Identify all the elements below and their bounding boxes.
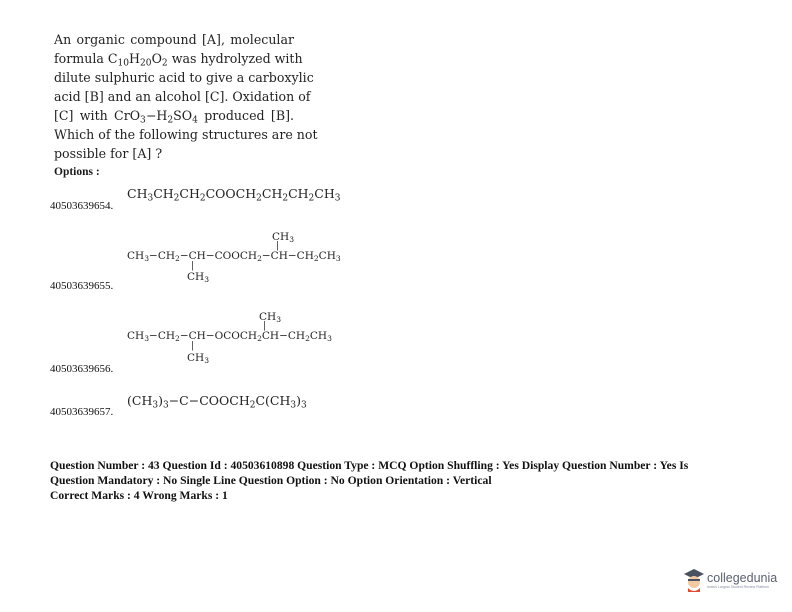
bond-vertical: | xyxy=(191,341,195,351)
option-formula: $(CH_3)_3-C-COOCH_2C(CH_3)_3$ xyxy=(127,393,307,411)
question-line: acid [B] and an alcohol [C]. Oxidation of xyxy=(54,89,311,104)
meta-line: Correct Marks : 4 Wrong Marks : 1 xyxy=(50,489,228,502)
question-metadata xyxy=(50,458,750,503)
meta-line: Question Mandatory : No Single Line Question Option : No Option Orientation : Vertical xyxy=(50,474,492,487)
collegedunia-logo xyxy=(683,566,789,594)
question-line: possible for [A] ? xyxy=(54,146,163,161)
question-line: dilute sulphuric acid to give a carboxylic xyxy=(54,70,314,85)
options-label: Options : xyxy=(54,166,100,178)
logo-name: collegedunia xyxy=(707,571,778,585)
option-id: 40503639657. xyxy=(50,406,114,418)
bond-vertical: | xyxy=(263,321,267,331)
option-top-branch: $CH_3$ xyxy=(272,231,295,245)
logo-tagline: India's Largest Student Review Platform xyxy=(707,585,770,589)
question-line: formula $C_{10}H_{20}O_2$ was hydrolyzed with xyxy=(54,51,303,69)
option-bottom-branch: $CH_3$ xyxy=(187,271,210,285)
option-formula: $CH_3-CH_2-CH-COOCH_2-CH-CH_2CH_3$ xyxy=(127,250,341,264)
option-bottom-branch: $CH_3$ xyxy=(187,352,210,366)
graduate-icon xyxy=(683,568,705,592)
option-id: 40503639655. xyxy=(50,280,114,292)
option-formula: $CH_3-CH_2-CH-OCOCH_2CH-CH_2CH_3$ xyxy=(127,330,332,344)
question-text xyxy=(54,30,318,163)
bond-vertical: | xyxy=(276,241,280,251)
question-line: An organic compound [A], molecular xyxy=(54,32,294,47)
option-id: 40503639656. xyxy=(50,363,114,375)
question-line: Which of the following structures are not xyxy=(54,127,318,142)
bond-vertical: | xyxy=(191,261,195,271)
question-line: [C] with $CrO_3-H_2SO_4$ produced [B]. xyxy=(54,108,294,126)
meta-line: Question Number : 43 Question Id : 40503610898 Question Type : MCQ Option Shuffling : Yes Display Question Number : Yes Is xyxy=(50,459,689,472)
option-formula: $CH_3CH_2CH_2COOCH_2CH_2CH_2CH_3$ xyxy=(127,186,341,204)
option-top-branch: $CH_3$ xyxy=(259,311,282,325)
option-id: 40503639654. xyxy=(50,200,114,212)
